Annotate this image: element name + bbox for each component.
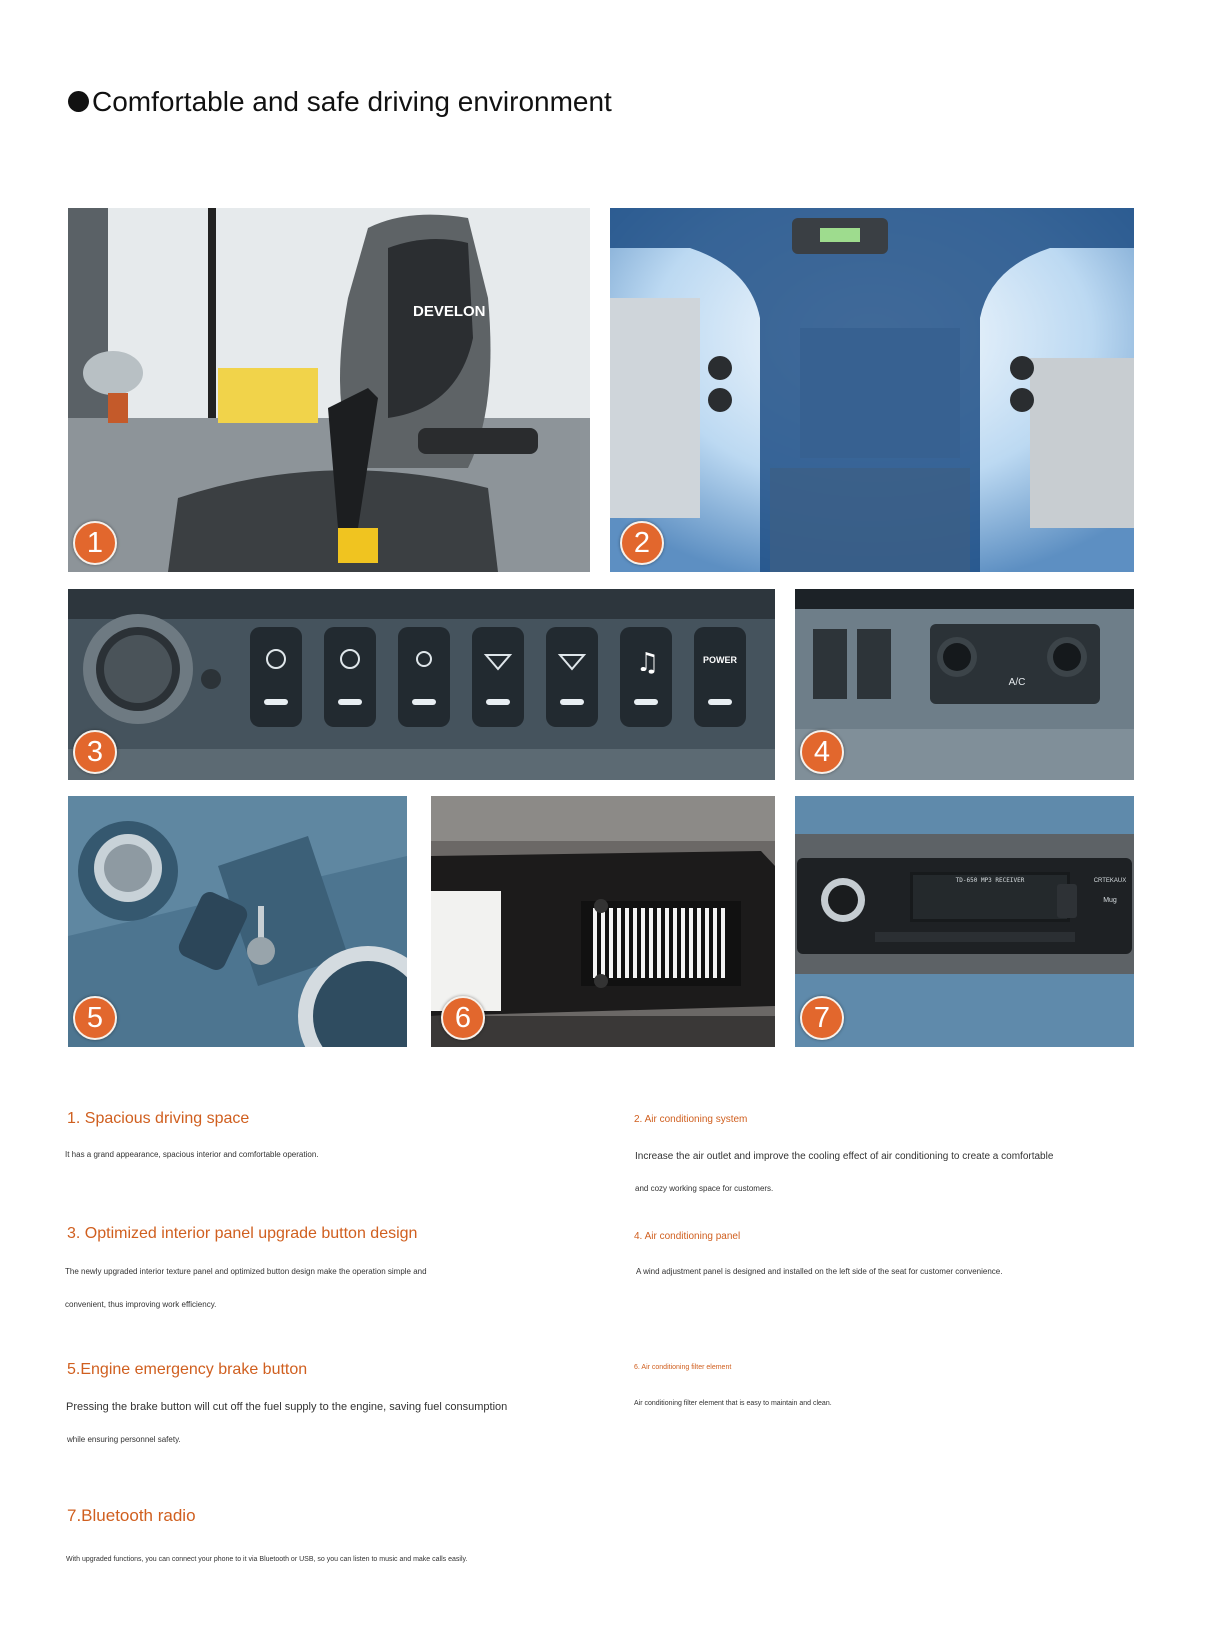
feature-2-text-line-2: and cozy working space for customers. — [635, 1184, 774, 1193]
radio-model-label: TD-650 MP3 RECEIVER — [955, 877, 1025, 884]
feature-1-title: 1. Spacious driving space — [67, 1110, 250, 1127]
feature-7-text: With upgraded functions, you can connect your phone to it via Bluetooth or USB, so you can listen to music and make calls easily. — [66, 1556, 468, 1563]
feature-5-text-line-2: while ensuring personnel safety. — [67, 1435, 181, 1444]
feature-7-title: 7.Bluetooth radio — [67, 1506, 196, 1525]
page-title: Comfortable and safe driving environment — [68, 86, 612, 118]
photo-air-outlets — [610, 208, 1134, 572]
bullet-dot-icon — [68, 91, 89, 112]
photo-switch-panel — [68, 589, 775, 780]
feature-6-text: Air conditioning filter element that is easy to maintain and clean. — [634, 1400, 832, 1407]
emergency-button-illustration — [68, 796, 407, 1047]
feature-5-text-line-1: Pressing the brake button will cut off the fuel supply to the engine, saving fuel consumption — [66, 1401, 508, 1413]
radio-illustration — [795, 796, 1134, 1047]
feature-5-title: 5.Engine emergency brake button — [67, 1361, 308, 1378]
ac-label: A/C — [1008, 677, 1026, 688]
badge-1: 1 — [73, 521, 117, 565]
badge-6: 6 — [441, 996, 485, 1040]
feature-1-text: It has a grand appearance, spacious interior and comfortable operation. — [65, 1150, 319, 1159]
photo-filter-element — [431, 796, 775, 1047]
switch-panel-illustration — [68, 589, 775, 780]
feature-2-text-line-1: Increase the air outlet and improve the cooling effect of air conditioning to create a comfortable — [635, 1151, 1054, 1162]
badge-5: 5 — [73, 996, 117, 1040]
svg-text:♫: ♫ — [636, 648, 660, 678]
feature-3-text-line-1: The newly upgraded interior texture panel and optimized button design make the operation simple and — [65, 1267, 427, 1276]
badge-2: 2 — [620, 521, 664, 565]
feature-3-title: 3. Optimized interior panel upgrade button design — [67, 1225, 418, 1242]
develon-logo: DEVELON — [413, 303, 486, 320]
badge-4: 4 — [800, 730, 844, 774]
seat-illustration — [68, 208, 590, 572]
air-outlet-illustration — [610, 208, 1134, 572]
photo-emergency-button — [68, 796, 407, 1047]
feature-4-text: A wind adjustment panel is designed and installed on the left side of the seat for customer convenience. — [636, 1267, 1003, 1276]
feature-6-title: 6. Air conditioning filter element — [634, 1364, 732, 1371]
ac-panel-illustration — [795, 589, 1134, 780]
photo-bluetooth-radio — [795, 796, 1134, 1047]
feature-4-title: 4. Air conditioning panel — [634, 1231, 741, 1242]
badge-7: 7 — [800, 996, 844, 1040]
feature-3-text-line-2: convenient, thus improving work efficiency. — [65, 1300, 217, 1309]
radio-aux-label: CRTEKAUX — [1093, 878, 1127, 884]
photo-seat — [68, 208, 590, 572]
photo-ac-panel — [795, 589, 1134, 780]
power-label: POWER — [702, 655, 738, 665]
badge-3: 3 — [73, 730, 117, 774]
radio-side-label: Mug — [1103, 897, 1117, 904]
feature-2-title: 2. Air conditioning system — [634, 1114, 748, 1125]
